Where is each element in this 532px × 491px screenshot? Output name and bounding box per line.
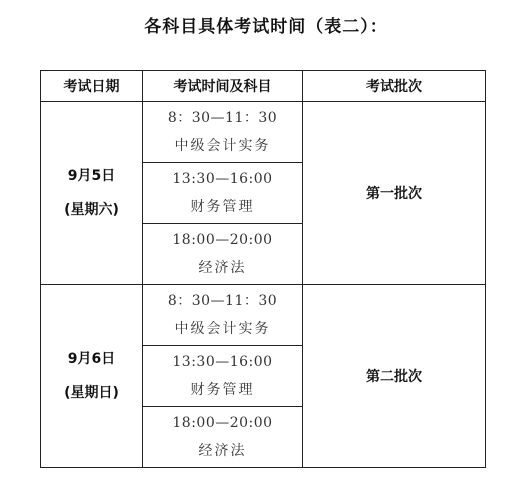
exam-slot-cell (143, 163, 303, 224)
exam-slot-subject: 财务管理 (190, 199, 255, 215)
exam-weekday: (星期六) (64, 202, 119, 218)
exam-slot-cell (143, 102, 303, 163)
table-header-row (41, 71, 486, 102)
exam-slot-subject: 经济法 (198, 443, 247, 459)
exam-slot-time: 18:00—20:00 (172, 232, 273, 248)
exam-slot-time: 13:30—16:00 (172, 354, 273, 370)
exam-slot-time: 13:30—16:00 (172, 171, 273, 187)
exam-date: 9月6日 (67, 351, 116, 367)
exam-slot-subject: 中级会计实务 (174, 321, 271, 337)
header-exam-date: 考试日期 (41, 71, 143, 102)
exam-slot-cell (143, 285, 303, 346)
page-title: 各科目具体考试时间（表二）： (144, 17, 388, 37)
exam-batch-cell: 第二批次 (303, 285, 486, 468)
exam-slot-cell (143, 407, 303, 468)
exam-slot-cell (143, 346, 303, 407)
exam-date-cell (41, 285, 143, 468)
header-exam-batch: 考试批次 (303, 71, 486, 102)
exam-slot-time: 8：30—11：30 (167, 293, 278, 309)
exam-schedule-table (40, 70, 486, 468)
table-row (41, 102, 486, 163)
exam-weekday: (星期日) (64, 385, 119, 401)
exam-batch-cell: 第一批次 (303, 102, 486, 285)
table-row (41, 285, 486, 346)
exam-date: 9月5日 (67, 168, 116, 184)
exam-slot-time: 8：30—11：30 (167, 110, 278, 126)
exam-slot-subject: 中级会计实务 (174, 138, 271, 154)
header-exam-time-subject: 考试时间及科目 (143, 71, 303, 102)
exam-slot-subject: 经济法 (198, 260, 247, 276)
exam-slot-cell (143, 224, 303, 285)
exam-date-cell (41, 102, 143, 285)
exam-slot-subject: 财务管理 (190, 382, 255, 398)
exam-slot-time: 18:00—20:00 (172, 415, 273, 431)
